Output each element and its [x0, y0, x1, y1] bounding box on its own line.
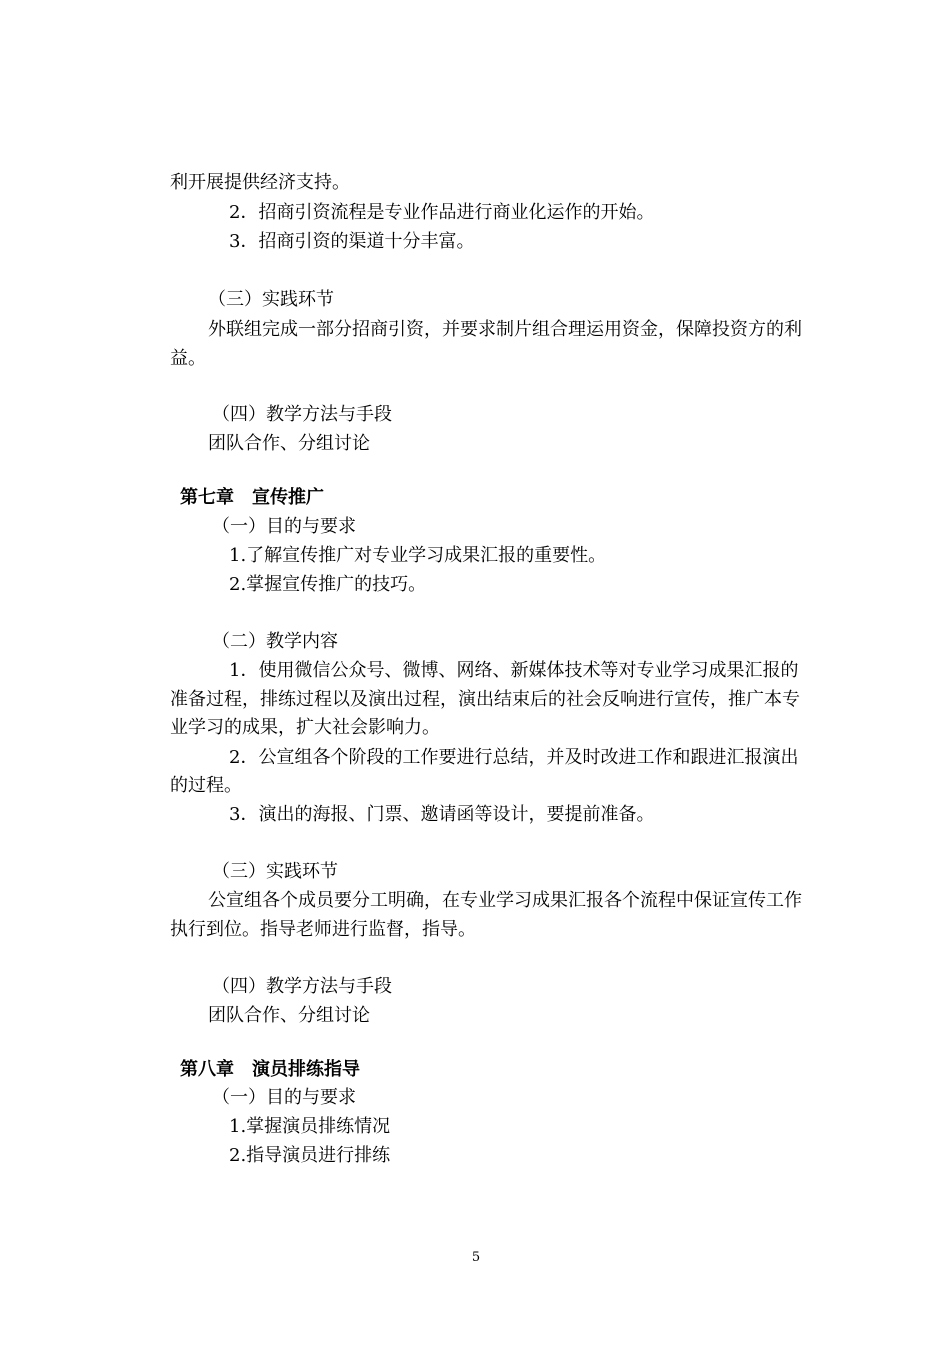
text-line: 益。: [170, 348, 206, 369]
section-heading: （四）教学方法与手段: [212, 976, 392, 997]
section-heading: （三）实践环节: [212, 861, 338, 882]
text-line: 准备过程，排练过程以及演出过程，演出结束后的社会反响进行宣传，推广本专: [170, 689, 800, 710]
list-item: 1．使用微信公众号、微博、网络、新媒体技术等对专业学习成果汇报的: [229, 660, 799, 681]
text-line: 利开展提供经济支持。: [170, 172, 350, 193]
section-heading: （三）实践环节: [208, 289, 334, 310]
text-line: 公宣组各个成员要分工明确，在专业学习成果汇报各个流程中保证宣传工作: [208, 890, 802, 911]
list-item: 2．招商引资流程是专业作品进行商业化运作的开始。: [229, 202, 655, 223]
list-item: 2.指导演员进行排练: [229, 1145, 391, 1166]
page-number: 5: [471, 1250, 481, 1265]
list-item: 1.掌握演员排练情况: [229, 1116, 391, 1137]
section-heading: （二）教学内容: [212, 631, 338, 652]
text-line: 执行到位。指导老师进行监督，指导。: [170, 919, 476, 940]
text-line: 业学习的成果，扩大社会影响力。: [170, 717, 440, 738]
chapter-title: 第七章 宣传推广: [180, 487, 324, 508]
list-item: 2．公宣组各个阶段的工作要进行总结，并及时改进工作和跟进汇报演出: [229, 747, 799, 768]
text-line: 外联组完成一部分招商引资，并要求制片组合理运用资金，保障投资方的利: [208, 319, 802, 340]
list-item: 2.掌握宣传推广的技巧。: [229, 574, 427, 595]
section-heading: （一）目的与要求: [212, 516, 356, 537]
text-line: 团队合作、分组讨论: [208, 433, 370, 454]
chapter-title: 第八章 演员排练指导: [180, 1059, 360, 1080]
list-item: 3．演出的海报、门票、邀请函等设计，要提前准备。: [229, 804, 655, 825]
section-heading: （一）目的与要求: [212, 1087, 356, 1108]
list-item: 3．招商引资的渠道十分丰富。: [229, 231, 475, 252]
list-item: 1.了解宣传推广对专业学习成果汇报的重要性。: [229, 545, 607, 566]
text-line: 团队合作、分组讨论: [208, 1005, 370, 1026]
text-line: 的过程。: [170, 775, 242, 796]
section-heading: （四）教学方法与手段: [212, 404, 392, 425]
